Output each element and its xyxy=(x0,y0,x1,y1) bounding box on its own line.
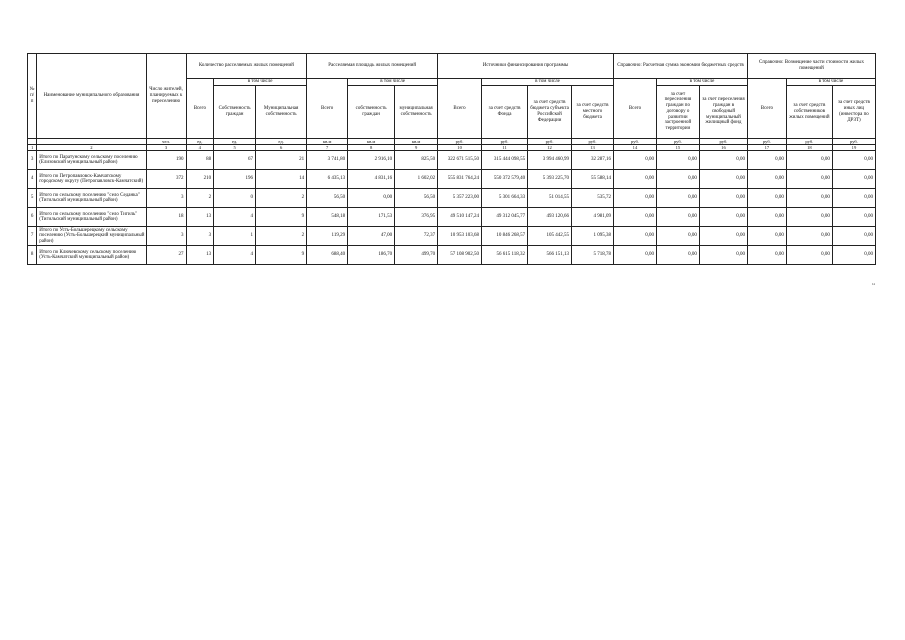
header-fin-subject: за счет средств бюджета субъекта Российской Федерации xyxy=(528,85,572,138)
value-cell: 0,00 xyxy=(748,208,787,227)
unit-cell: руб. xyxy=(786,138,832,144)
page-mark: 11 xyxy=(872,282,876,286)
header-reimb-owners: за счет средств собственников жилых помещений xyxy=(786,85,832,138)
value-cell: 4 831,16 xyxy=(348,170,395,189)
column-number-cell: 18 xyxy=(786,145,832,151)
value-cell: 6 435,13 xyxy=(307,170,348,189)
value-cell: 0,00 xyxy=(748,170,787,189)
header-idx: № п/п xyxy=(28,54,37,139)
value-cell: 566 151,13 xyxy=(528,246,572,265)
value-cell: 0,00 xyxy=(748,189,787,208)
value-cell: 3 994 460,99 xyxy=(528,151,572,170)
value-cell: 555 831 764,24 xyxy=(438,170,482,189)
municipality-name-cell: Итого по сельскому поселению "село Тигиль" (Тигильский муниципальный район) xyxy=(37,208,146,227)
municipality-name-cell: Итого по Петропавловск-Камчатскому городскому округу (Петропавловск-Камчатский) xyxy=(37,170,146,189)
value-cell: 72,37 xyxy=(395,227,438,246)
value-cell: 0,00 xyxy=(786,170,832,189)
header-econ-total: Всего xyxy=(614,79,657,139)
value-cell: 4 xyxy=(214,208,256,227)
value-cell: 56 615 118,32 xyxy=(482,246,528,265)
value-cell: 0,00 xyxy=(832,151,875,170)
value-cell: 4 xyxy=(214,246,256,265)
value-cell: 0,00 xyxy=(699,246,747,265)
header-group-economy: Справочно: Расчетная сумма экономии бюджетных средств xyxy=(614,54,748,79)
header-name: Наименование муниципального образования xyxy=(37,54,146,139)
value-cell: 57 108 902,50 xyxy=(438,246,482,265)
value-cell: 0,00 xyxy=(832,189,875,208)
header-count-mun: Муниципальная собственность xyxy=(256,85,307,138)
value-cell: 0,00 xyxy=(656,227,699,246)
value-cell: 0,00 xyxy=(614,227,657,246)
value-cell: 13 xyxy=(186,208,214,227)
header-count-total: Всего xyxy=(186,79,214,139)
value-cell: 0,00 xyxy=(786,208,832,227)
value-cell: 56,50 xyxy=(307,189,348,208)
value-cell: 0,00 xyxy=(748,151,787,170)
row-index-cell: 5 xyxy=(28,189,37,208)
header-group-area: Расселяемая площадь жилых помещений xyxy=(307,54,438,79)
value-cell: 190 xyxy=(146,151,186,170)
header-group-count: Количество расселяемых жилых помещений xyxy=(186,54,307,79)
column-number-cell: 8 xyxy=(348,145,395,151)
unit-cell: руб. xyxy=(748,138,787,144)
value-cell: 0,00 xyxy=(614,170,657,189)
unit-cell: руб. xyxy=(614,138,657,144)
value-cell: 0,00 xyxy=(786,189,832,208)
unit-cell: кв.м xyxy=(307,138,348,144)
column-number-cell: 7 xyxy=(307,145,348,151)
value-cell: 0,00 xyxy=(614,246,657,265)
column-number-cell: 2 xyxy=(37,145,146,151)
value-cell: 5 357 223,00 xyxy=(438,189,482,208)
value-cell: 0 xyxy=(214,189,256,208)
column-number-cell: 11 xyxy=(482,145,528,151)
value-cell: 67 xyxy=(214,151,256,170)
value-cell: 186,70 xyxy=(348,246,395,265)
value-cell: 376,95 xyxy=(395,208,438,227)
value-cell: 10 953 103,68 xyxy=(438,227,482,246)
value-cell: 0,00 xyxy=(832,208,875,227)
value-cell: 550 372 579,40 xyxy=(482,170,528,189)
value-cell: 0,00 xyxy=(699,151,747,170)
column-number-cell: 13 xyxy=(572,145,614,151)
row-index-cell: 8 xyxy=(28,246,37,265)
value-cell: 47,00 xyxy=(348,227,395,246)
column-number-cell: 4 xyxy=(186,145,214,151)
value-cell: 0,00 xyxy=(832,246,875,265)
header-fin-local: за счет средств местного бюджета xyxy=(572,85,614,138)
value-cell: 0,00 xyxy=(614,208,657,227)
value-cell: 18 xyxy=(146,208,186,227)
value-cell: 0,00 xyxy=(656,151,699,170)
unit-cell: руб. xyxy=(832,138,875,144)
value-cell: 3 xyxy=(146,189,186,208)
unit-cell: руб. xyxy=(528,138,572,144)
value-cell: 210 xyxy=(186,170,214,189)
value-cell: 0,00 xyxy=(786,246,832,265)
column-number-cell: 14 xyxy=(614,145,657,151)
value-cell: 0,00 xyxy=(614,151,657,170)
value-cell: 21 xyxy=(256,151,307,170)
municipality-name-cell: Итого по Ключевскому сельскому поселению (Усть-Камчатский муниципальный район) xyxy=(37,246,146,265)
table-row xyxy=(28,189,876,208)
value-cell: 3 xyxy=(146,227,186,246)
value-cell: 55 588,14 xyxy=(572,170,614,189)
column-number-cell: 3 xyxy=(146,145,186,151)
header-reimb-total: Всего xyxy=(748,79,787,139)
unit-cell: ед. xyxy=(186,138,214,144)
header-area-incl: в том числе xyxy=(348,79,438,86)
value-cell: 10 846 268,57 xyxy=(482,227,528,246)
header-count-own: Собственность граждан xyxy=(214,85,256,138)
value-cell: 5 301 664,33 xyxy=(482,189,528,208)
header-fin-fund: за счет средств Фонда xyxy=(482,85,528,138)
value-cell: 548,18 xyxy=(307,208,348,227)
value-cell: 0,00 xyxy=(786,151,832,170)
header-reimb-investors: за счет средств иных лиц (инвестора по ДРЗТ) xyxy=(832,85,875,138)
column-number-cell: 10 xyxy=(438,145,482,151)
resettlement-table xyxy=(27,53,876,265)
column-number-cell: 17 xyxy=(748,145,787,151)
value-cell: 119,29 xyxy=(307,227,348,246)
value-cell: 3 741,80 xyxy=(307,151,348,170)
header-area-mun: муниципальная собственность xyxy=(395,85,438,138)
value-cell: 1 095,38 xyxy=(572,227,614,246)
value-cell: 49 510 147,24 xyxy=(438,208,482,227)
value-cell: 0,00 xyxy=(748,227,787,246)
value-cell: 14 xyxy=(256,170,307,189)
value-cell: 9 xyxy=(256,208,307,227)
value-cell: 171,53 xyxy=(348,208,395,227)
value-cell: 0,00 xyxy=(656,189,699,208)
header-area-own: собственность граждан xyxy=(348,85,395,138)
value-cell: 0,00 xyxy=(699,189,747,208)
table-row xyxy=(28,246,876,265)
header-group-financing: Источники финансирования программы xyxy=(438,54,614,79)
column-number-cell: 12 xyxy=(528,145,572,151)
value-cell: 0,00 xyxy=(699,208,747,227)
value-cell: 825,50 xyxy=(395,151,438,170)
header-area-total: Всего xyxy=(307,79,348,139)
column-number-cell: 15 xyxy=(656,145,699,151)
value-cell: 13 xyxy=(186,246,214,265)
value-cell: 322 671 515,50 xyxy=(438,151,482,170)
value-cell: 0,00 xyxy=(786,227,832,246)
value-cell: 196 xyxy=(214,170,256,189)
column-number-cell: 16 xyxy=(699,145,747,151)
value-cell: 2 xyxy=(186,189,214,208)
value-cell: 4 981,09 xyxy=(572,208,614,227)
value-cell: 56,50 xyxy=(395,189,438,208)
value-cell: 49 312 045,77 xyxy=(482,208,528,227)
unit-cell: чел. xyxy=(146,138,186,144)
value-cell: 1 602,02 xyxy=(395,170,438,189)
value-cell: 0,00 xyxy=(656,170,699,189)
header-fin-incl: в том числе xyxy=(482,79,614,86)
value-cell: 5 393 225,70 xyxy=(528,170,572,189)
table-row xyxy=(28,227,876,246)
value-cell: 2 916,10 xyxy=(348,151,395,170)
unit-cell: руб. xyxy=(699,138,747,144)
value-cell: 2 xyxy=(256,189,307,208)
value-cell: 105 442,55 xyxy=(528,227,572,246)
value-cell: 535,72 xyxy=(572,189,614,208)
value-cell: 372 xyxy=(146,170,186,189)
value-cell: 88 xyxy=(186,151,214,170)
value-cell: 0,00 xyxy=(348,189,395,208)
municipality-name-cell: Итого по сельскому поселению "село Седанка" (Тигильский муниципальный район) xyxy=(37,189,146,208)
value-cell: 5 718,78 xyxy=(572,246,614,265)
value-cell: 499,70 xyxy=(395,246,438,265)
value-cell: 3 xyxy=(186,227,214,246)
header-fin-total: Всего xyxy=(438,79,482,139)
value-cell: 493 120,66 xyxy=(528,208,572,227)
value-cell: 0,00 xyxy=(699,227,747,246)
column-number-cell: 9 xyxy=(395,145,438,151)
value-cell: 51 014,55 xyxy=(528,189,572,208)
table-row xyxy=(28,151,876,170)
unit-cell: кв.м xyxy=(348,138,395,144)
row-index-cell: 3 xyxy=(28,151,37,170)
unit-cell: кв.м xyxy=(395,138,438,144)
header-reimb-incl: в том числе xyxy=(786,79,875,86)
column-number-cell: 1 xyxy=(28,145,37,151)
value-cell: 0,00 xyxy=(832,227,875,246)
table-row xyxy=(28,170,876,189)
unit-cell: руб. xyxy=(482,138,528,144)
value-cell: 0,00 xyxy=(699,170,747,189)
value-cell: 0,00 xyxy=(748,246,787,265)
header-count-incl: в том числе xyxy=(214,79,307,86)
header-econ-contract: за счет переселения граждан по договору о развитии застроенной территории xyxy=(656,85,699,138)
header-people: Число жителей, планируемых к переселению xyxy=(146,54,186,139)
value-cell: 688,40 xyxy=(307,246,348,265)
header-econ-municipal: за счет переселения граждан в свободный муниципальный жилищный фонд xyxy=(699,85,747,138)
unit-cell: руб. xyxy=(438,138,482,144)
value-cell: 0,00 xyxy=(656,208,699,227)
value-cell: 27 xyxy=(146,246,186,265)
unit-cell: руб. xyxy=(656,138,699,144)
value-cell: 2 xyxy=(256,227,307,246)
column-number-cell: 19 xyxy=(832,145,875,151)
column-number-cell: 6 xyxy=(256,145,307,151)
header-econ-incl: в том числе xyxy=(656,79,747,86)
value-cell: 32 287,16 xyxy=(572,151,614,170)
column-number-cell: 5 xyxy=(214,145,256,151)
municipality-name-cell: Итого по Паратунскому сельскому поселению (Елизовский муниципальный район) xyxy=(37,151,146,170)
row-index-cell: 6 xyxy=(28,208,37,227)
value-cell: 0,00 xyxy=(832,170,875,189)
table-row xyxy=(28,208,876,227)
value-cell: 9 xyxy=(256,246,307,265)
municipality-name-cell: Итого по Усть-Большерецкому сельскому поселению (Усть-Большерецкий муниципальный район) xyxy=(37,227,146,246)
row-index-cell: 7 xyxy=(28,227,37,246)
value-cell: 0,00 xyxy=(614,189,657,208)
value-cell: 315 444 098,55 xyxy=(482,151,528,170)
row-index-cell: 4 xyxy=(28,170,37,189)
unit-cell: ед. xyxy=(256,138,307,144)
value-cell: 1 xyxy=(214,227,256,246)
unit-cell: руб. xyxy=(572,138,614,144)
unit-cell: ед. xyxy=(214,138,256,144)
value-cell: 0,00 xyxy=(656,246,699,265)
header-group-reimbursement: Справочно: Возмещение части стоимости жилых помещений xyxy=(748,54,876,79)
